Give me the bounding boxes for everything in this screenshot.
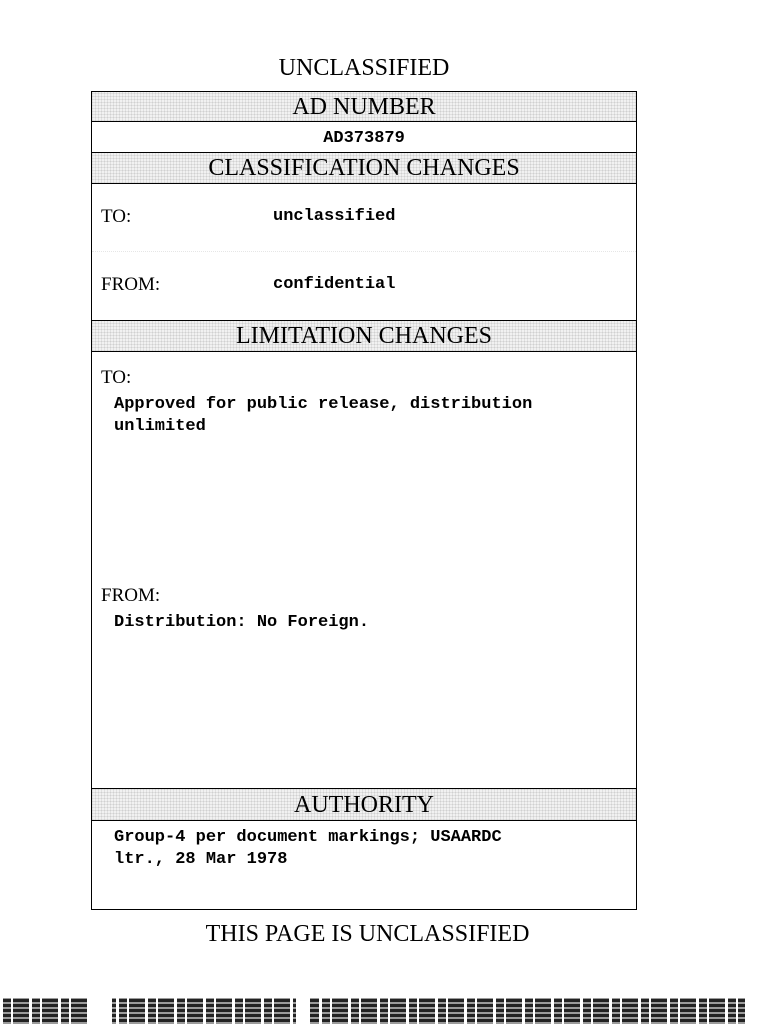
classification-from-value: confidential	[273, 275, 396, 294]
classification-to-label: TO:	[101, 206, 132, 227]
scan-noise-gap	[296, 998, 310, 1024]
classification-from-label: FROM:	[101, 274, 161, 295]
classification-row-divider	[92, 251, 636, 252]
classification-changes-heading: CLASSIFICATION CHANGES	[92, 153, 636, 184]
scan-noise-gap	[90, 998, 112, 1024]
header-classification-mark: UNCLASSIFIED	[278, 55, 450, 81]
limitation-to-label: TO:	[101, 367, 132, 388]
authority-heading: AUTHORITY	[92, 788, 636, 821]
limitation-changes-heading: LIMITATION CHANGES	[92, 320, 636, 352]
classification-form	[91, 91, 637, 910]
ad-number-heading: AD NUMBER	[92, 92, 636, 122]
footer-classification-mark: THIS PAGE IS UNCLASSIFIED	[205, 921, 530, 947]
limitation-from-label: FROM:	[101, 585, 161, 606]
authority-text: Group-4 per document markings; USAARDC ltr., 28 Mar 1978	[114, 828, 502, 869]
ad-number-value: AD373879	[92, 122, 636, 153]
classification-to-value: unclassified	[273, 207, 396, 226]
limitation-from-text: Distribution: No Foreign.	[114, 613, 370, 632]
limitation-to-text: Approved for public release, distribution unlimited	[114, 395, 533, 436]
